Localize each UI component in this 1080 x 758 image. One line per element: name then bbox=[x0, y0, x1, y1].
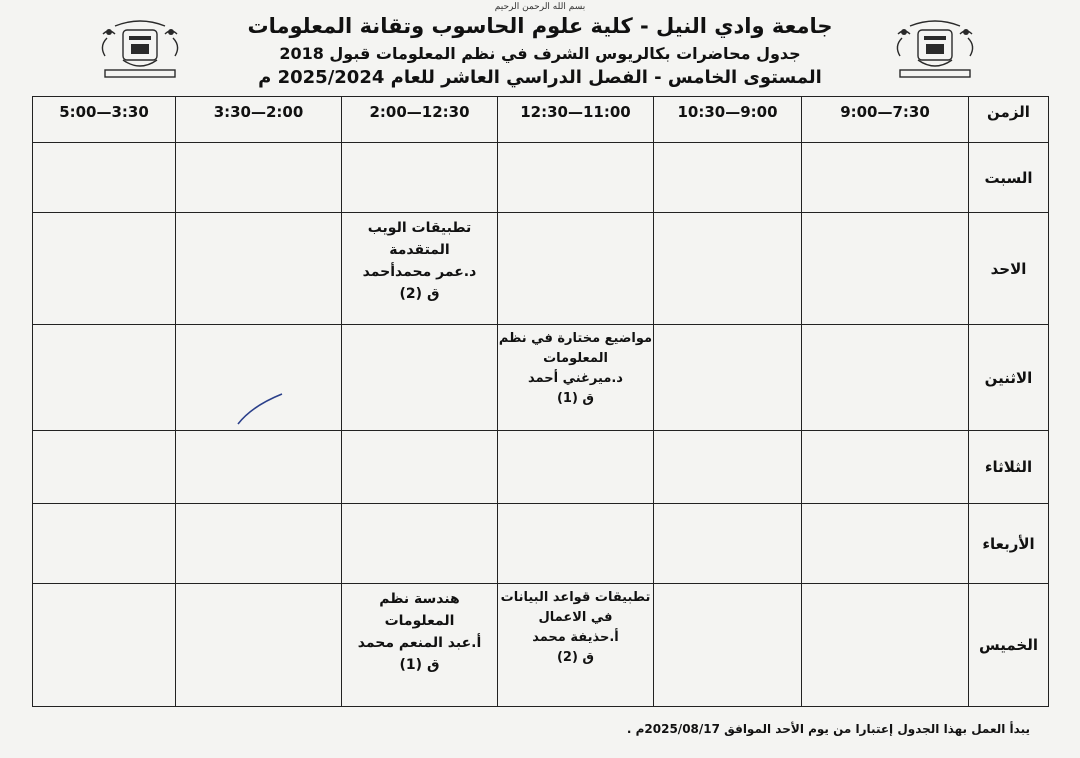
room: ق (2) bbox=[556, 650, 595, 665]
room: ق (2) bbox=[399, 286, 440, 302]
term-title: المستوى الخامس - الفصل الدراسي العاشر للعام 2025/2024 م bbox=[258, 67, 822, 88]
time-slot-1: 9:00—7:30 bbox=[802, 97, 969, 143]
teacher: د.ميرغني أحمد bbox=[528, 371, 623, 386]
day-sunday: الاحد bbox=[969, 213, 1049, 325]
course-db-applications: تطبيقات قواعد البيانات في الاعمال أ.حذيفة محمد ق (2) bbox=[498, 584, 654, 707]
room: ق (1) bbox=[399, 657, 440, 673]
schedule-subtitle: جدول محاضرات بكالريوس الشرف في نظم المعلومات قبول 2018 bbox=[279, 44, 801, 63]
table-header-row bbox=[33, 97, 1049, 143]
university-title: جامعة وادي النيل - كلية علوم الحاسوب وتقانة المعلومات bbox=[247, 14, 833, 38]
day-tuesday: الثلاثاء bbox=[969, 431, 1049, 504]
day-thursday: الخميس bbox=[969, 584, 1049, 707]
time-header: الزمن bbox=[969, 97, 1049, 143]
time-slot-2: 10:30—9:00 bbox=[654, 97, 802, 143]
table-row bbox=[33, 213, 1049, 325]
time-slot-3: 12:30—11:00 bbox=[498, 97, 654, 143]
table-row bbox=[33, 504, 1049, 584]
table-row bbox=[33, 325, 1049, 431]
teacher: أ.حذيفة محمد bbox=[532, 630, 619, 645]
table-row bbox=[33, 584, 1049, 707]
table-row bbox=[33, 143, 1049, 213]
teacher: أ.عبد المنعم محمد bbox=[357, 635, 482, 651]
table-row bbox=[33, 431, 1049, 504]
university-logo-left bbox=[95, 16, 185, 82]
timetable bbox=[32, 96, 1049, 707]
time-slot-6: 5:00—3:30 bbox=[33, 97, 176, 143]
pen-mark bbox=[232, 390, 292, 430]
bismillah-text: بسم الله الرحمن الرحيم bbox=[494, 2, 586, 12]
teacher: د.عمر محمدأحمد bbox=[362, 264, 477, 280]
day-monday: الاثنين bbox=[969, 325, 1049, 431]
footer-note: يبدأ العمل بهذا الجدول إعتبارا من يوم الأحد الموافق 2025/08/17م . bbox=[626, 722, 1030, 736]
time-slot-5: 3:30—2:00 bbox=[176, 97, 342, 143]
room: ق (1) bbox=[556, 391, 595, 406]
course-selected-topics: مواضيع مختارة في نظم المعلومات د.ميرغني أحمد ق (1) bbox=[498, 325, 654, 431]
course-is-engineering: هندسة نظم المعلومات أ.عبد المنعم محمد ق (1) bbox=[342, 584, 498, 707]
day-wednesday: الأربعاء bbox=[969, 504, 1049, 584]
time-slot-4: 2:00—12:30 bbox=[342, 97, 498, 143]
course-advanced-web: تطبيقات الويب المتقدمة د.عمر محمدأحمد ق (2) bbox=[342, 213, 498, 325]
day-saturday: السبت bbox=[969, 143, 1049, 213]
university-logo-right bbox=[890, 16, 980, 82]
